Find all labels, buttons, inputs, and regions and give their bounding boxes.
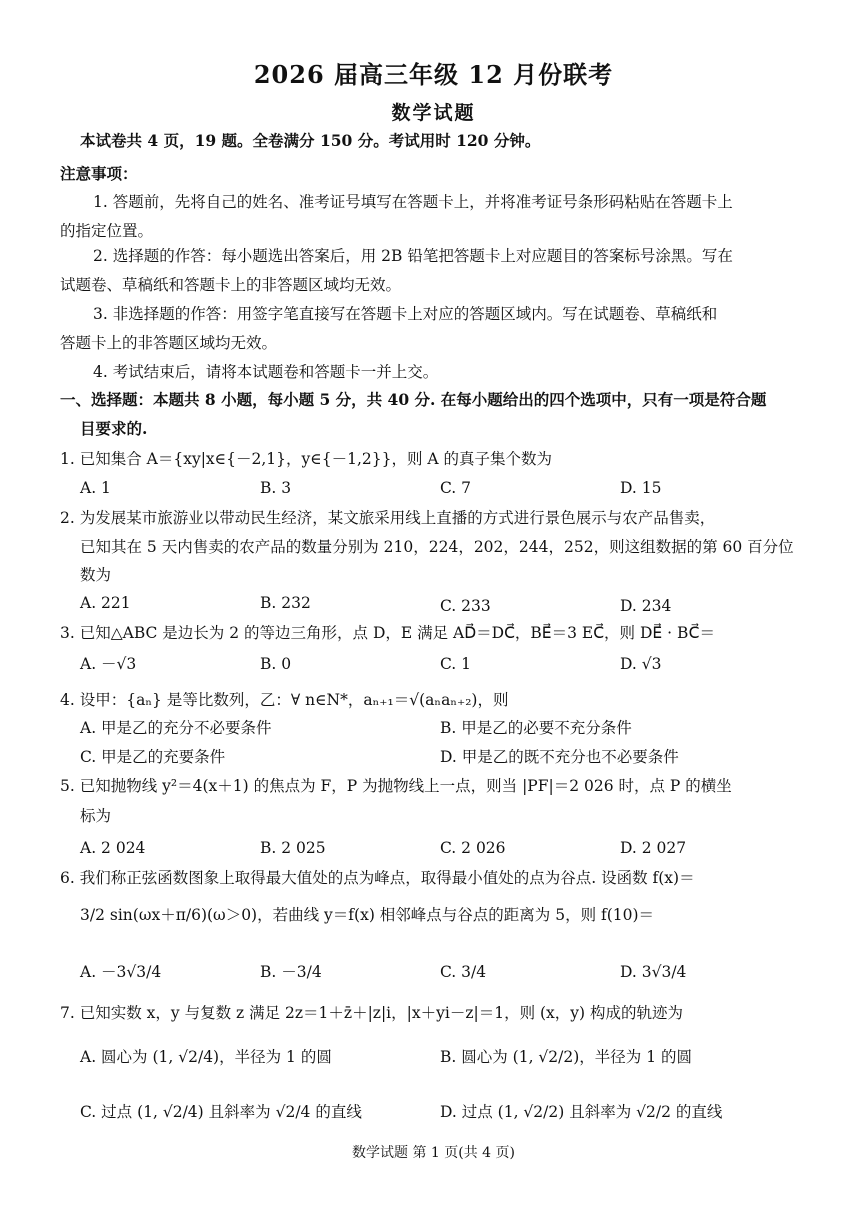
- notice-line: 试题卷、草稿纸和答题卡上的非答题区域均无效。: [60, 276, 402, 294]
- question-5: 5. 已知抛物线 y²＝4(x＋1) 的焦点为 F，P 为抛物线上一点，则当 |PF|＝2 026 时，点 P 的横坐: [60, 777, 732, 795]
- notice-line: 1. 答题前，先将自己的姓名、准考证号填写在答题卡上，并将准考证号条形码粘贴在答题卡上: [93, 193, 733, 211]
- q3-option-c: C. 1: [440, 655, 472, 673]
- question-1: 1. 已知集合 A＝{xy|x∈{－2,1}，y∈{－1,2}}，则 A 的真子集个数为: [60, 450, 553, 468]
- question-4: 4. 设甲：{aₙ} 是等比数列，乙：∀ n∈N*，aₙ₊₁＝√(aₙaₙ₊₂)，则: [60, 691, 509, 709]
- q4-option-c: C. 甲是乙的充要条件: [80, 748, 226, 766]
- page-footer: 数学试题 第 1 页(共 4 页): [352, 1145, 515, 1161]
- q6-option-d: D. 3√3/4: [620, 963, 687, 981]
- section-heading: 一、选择题：本题共 8 小题，每小题 5 分，共 40 分. 在每小题给出的四个选项中，只有一项是符合题: [60, 390, 767, 409]
- notice-line: 3. 非选择题的作答：用签字笔直接写在答题卡上对应的答题区域内。写在试题卷、草稿纸和: [93, 305, 718, 323]
- q6-option-a: A. －3√3/4: [80, 963, 162, 981]
- question-2-cont: 已知其在 5 天内售卖的农产品的数量分别为 210，224，202，244，252，则这组数据的第 60 百分位: [80, 538, 794, 556]
- q4-option-b: B. 甲是乙的必要不充分条件: [440, 719, 632, 737]
- q2-option-b: B. 232: [260, 594, 311, 612]
- notice-line: 2. 选择题的作答：每小题选出答案后，用 2B 铅笔把答题卡上对应题目的答案标号涂黑。写在: [93, 247, 733, 265]
- q2-option-c: C. 233: [440, 597, 491, 615]
- q4-option-d: D. 甲是乙的既不充分也不必要条件: [440, 748, 679, 766]
- notice-line: 的指定位置。: [60, 222, 154, 240]
- q5-option-a: A. 2 024: [80, 839, 146, 857]
- q1-option-d: D. 15: [620, 479, 662, 497]
- q4-option-a: A. 甲是乙的充分不必要条件: [80, 719, 272, 737]
- q6-option-c: C. 3/4: [440, 963, 487, 981]
- question-3: 3. 已知△ABC 是边长为 2 的等边三角形，点 D，E 满足 AD⃗＝DC⃗，BE⃗＝3 EC⃗，则 DE⃗ · BC⃗＝: [60, 624, 715, 642]
- q1-option-a: A. 1: [80, 479, 111, 497]
- question-6-cont: 3/2 sin(ωx＋π/6)(ω＞0)，若曲线 y＝f(x) 相邻峰点与谷点的距离为 5，则 f(10)＝: [80, 906, 655, 924]
- notice-line: 4. 考试结束后，请将本试题卷和答题卡一并上交。: [93, 363, 439, 381]
- q7-option-c: C. 过点 (1, √2/4) 且斜率为 √2/4 的直线: [80, 1103, 362, 1121]
- q1-option-b: B. 3: [260, 479, 292, 497]
- question-2: 2. 为发展某市旅游业以带动民生经济，某文旅采用线上直播的方式进行景色展示与农产品售卖，: [60, 509, 716, 527]
- section-heading-cont: 目要求的.: [80, 419, 148, 438]
- question-5-cont: 标为: [80, 807, 112, 825]
- q3-option-a: A. －√3: [80, 655, 137, 673]
- q5-option-d: D. 2 027: [620, 839, 687, 857]
- q5-option-b: B. 2 025: [260, 839, 326, 857]
- q6-option-b: B. －3/4: [260, 963, 322, 981]
- question-6: 6. 我们称正弦函数图象上取得最大值处的点为峰点，取得最小值处的点为谷点. 设函数 f(x)＝: [60, 869, 695, 887]
- q3-option-d: D. √3: [620, 655, 662, 673]
- notice-heading: 注意事项：: [60, 164, 138, 183]
- exam-info: 本试卷共 4 页，19 题。全卷满分 150 分。考试用时 120 分钟。: [80, 131, 541, 150]
- q3-option-b: B. 0: [260, 655, 292, 673]
- q2-option-d: D. 234: [620, 597, 672, 615]
- exam-title: 2026 届高三年级 12 月份联考: [253, 60, 614, 89]
- q5-option-c: C. 2 026: [440, 839, 506, 857]
- q7-option-a: A. 圆心为 (1, √2/4)，半径为 1 的圆: [80, 1048, 332, 1066]
- q1-option-c: C. 7: [440, 479, 472, 497]
- q7-option-d: D. 过点 (1, √2/2) 且斜率为 √2/2 的直线: [440, 1103, 723, 1121]
- question-2-cont: 数为: [80, 566, 112, 584]
- exam-subtitle: 数学试题: [391, 102, 476, 124]
- notice-line: 答题卡上的非答题区域均无效。: [60, 334, 278, 352]
- question-7: 7. 已知实数 x，y 与复数 z 满足 2z＝1＋z̄＋|z|i，|x＋yi－z|＝1，则 (x，y) 构成的轨迹为: [60, 1004, 684, 1022]
- q2-option-a: A. 221: [80, 594, 131, 612]
- q7-option-b: B. 圆心为 (1, √2/2)，半径为 1 的圆: [440, 1048, 693, 1066]
